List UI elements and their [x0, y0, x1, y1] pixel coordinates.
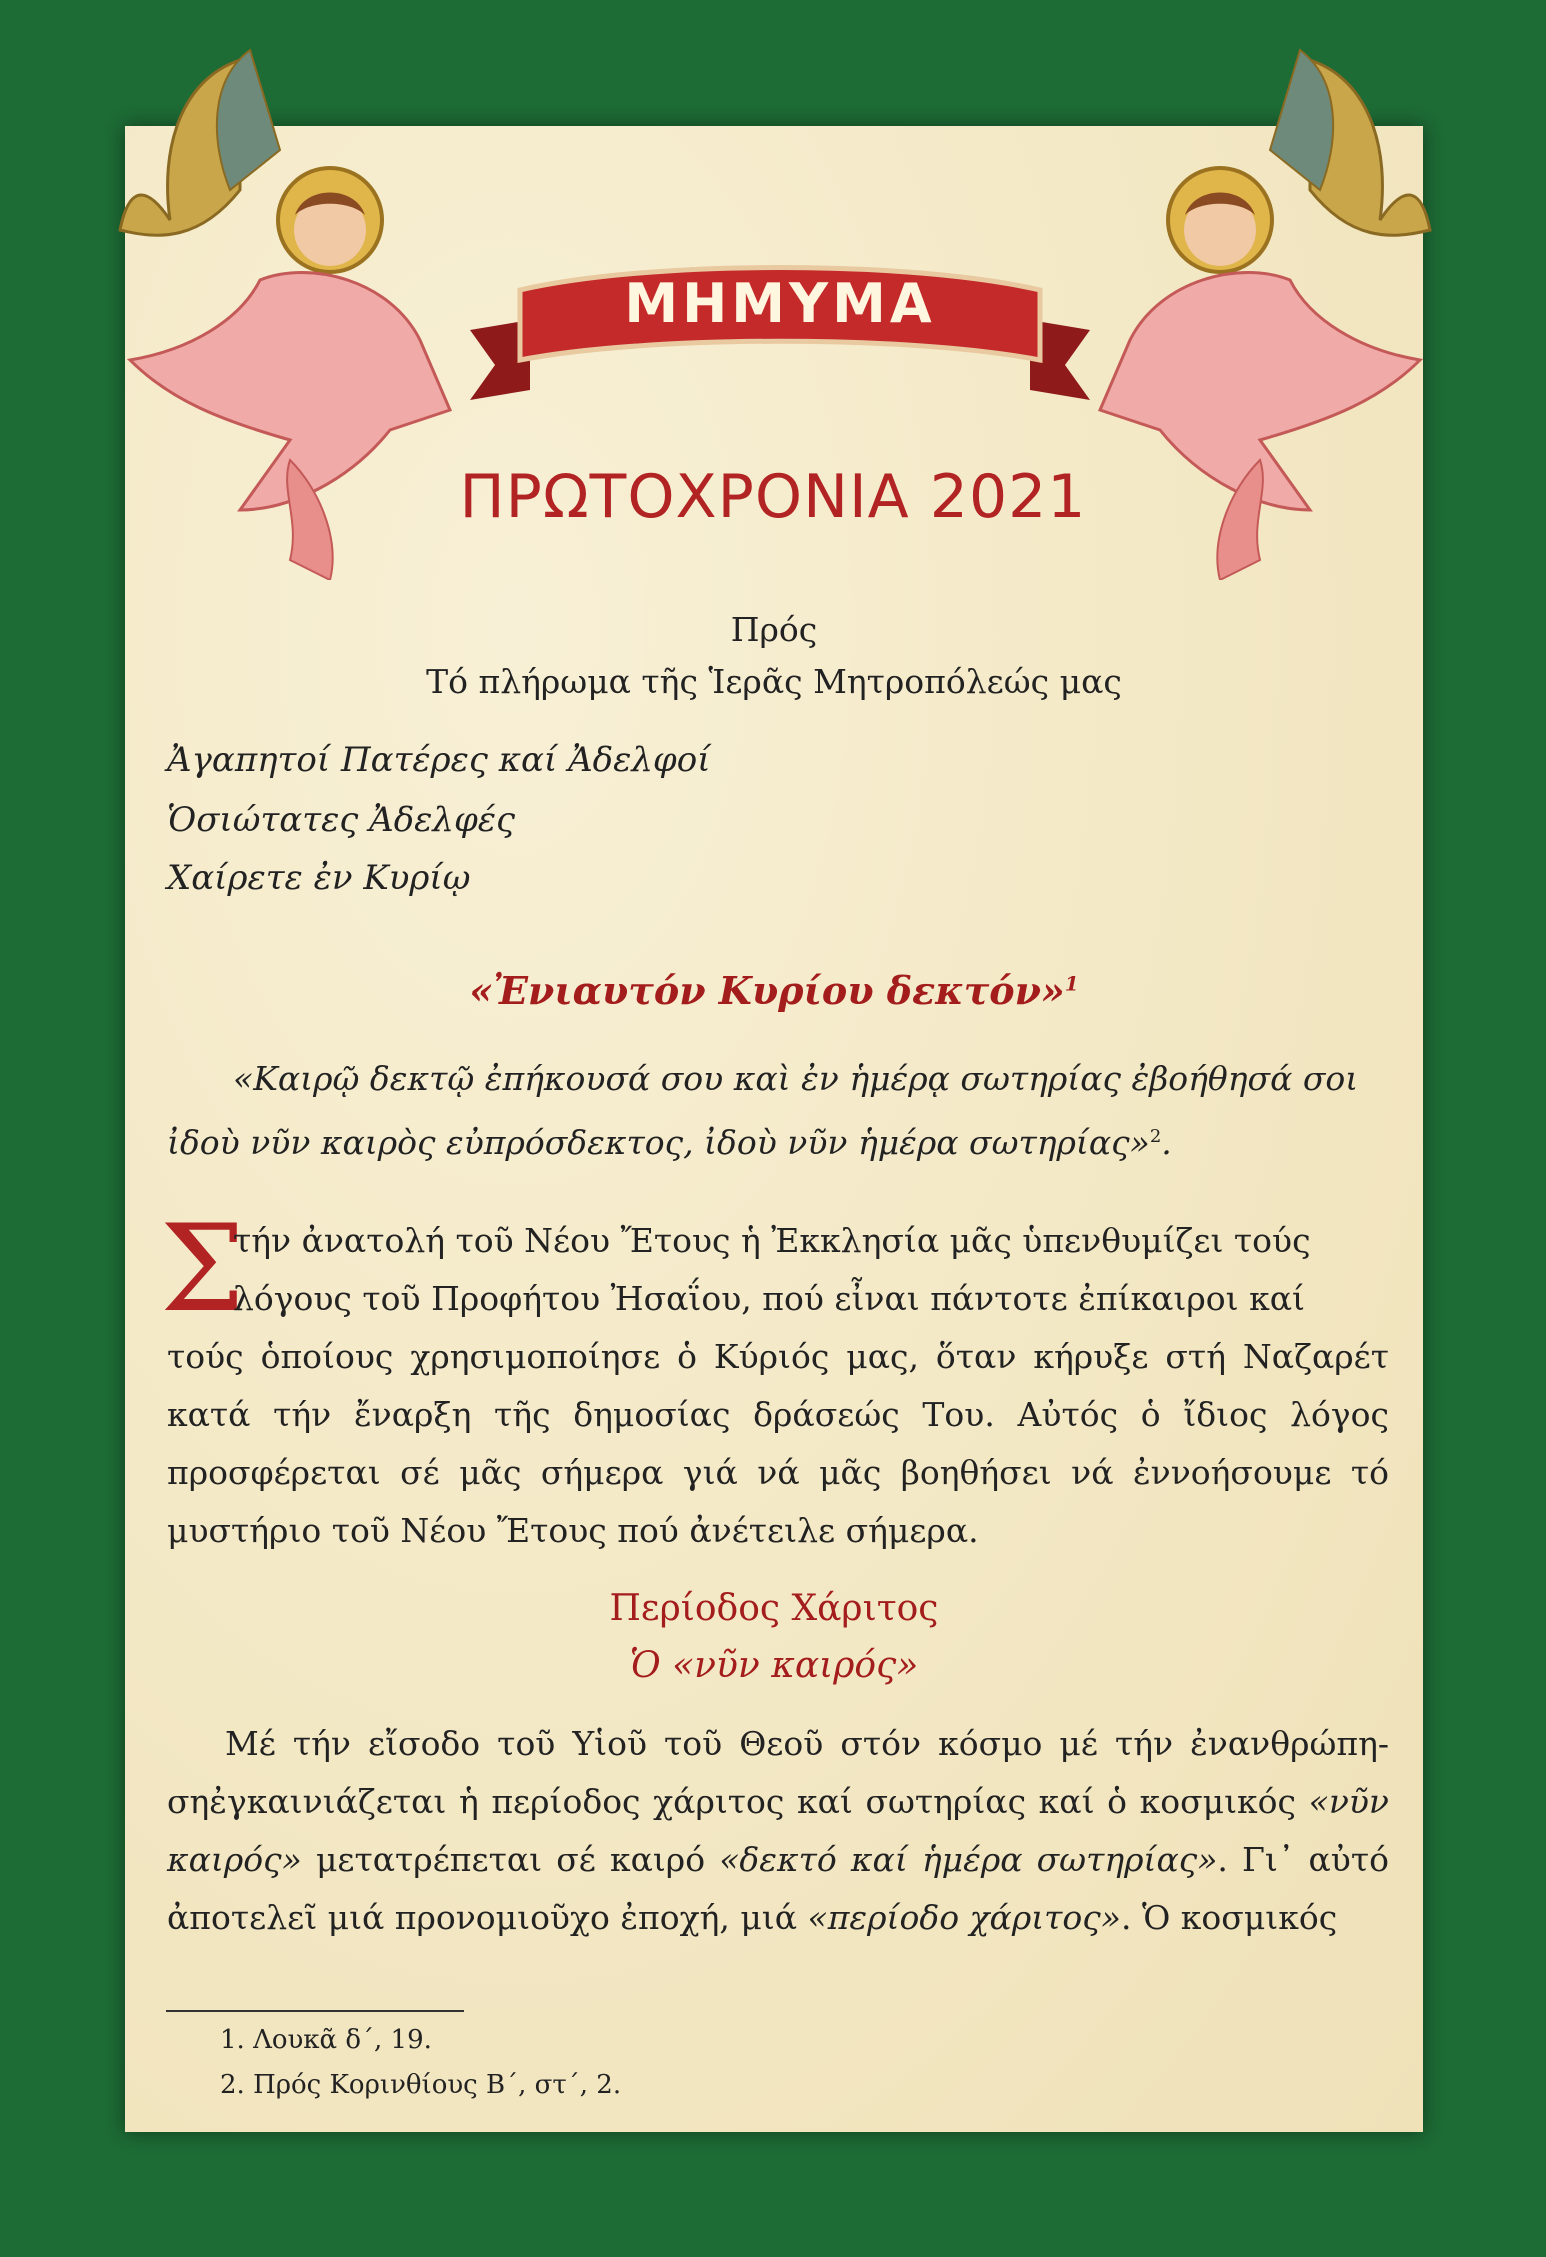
ribbon-label: ΜΗΜΥΜΑ: [624, 272, 936, 335]
greeting-line: Ἀγαπητοί Πατέρες καί Ἀδελφοί: [167, 740, 711, 780]
paragraph-2-text: Μέ τήν εἴσοδο τοῦ Υἱοῦ τοῦ Θεοῦ στόν κόσμο μέ τήν ἐνανθρώπη-σηἐγκαινιάζεται ἡ περίοδος χάριτος καί σωτηρίας καί ὁ κοσμικός: [167, 1724, 1389, 1821]
addressee-line-1: Πρός: [730, 610, 818, 649]
paragraph-1-line-2: λόγους τοῦ Προφήτου Ἠσαΐου, πού εἶναι πάντοτε ἐπίκαιροι καί: [233, 1279, 1305, 1318]
paragraph-2: [167, 1715, 1389, 1947]
section-subheading: Ὁ «νῦν καιρός»: [629, 1645, 919, 1686]
epigraph-line-2-text: ἰδοὺ νῦν καιρὸς εὐπρόσδεκτος, ἰδοὺ νῦν ἡμέρα σωτηρίας»: [167, 1123, 1150, 1162]
footnote-ref: 2: [1149, 1126, 1162, 1147]
paragraph-2-text: . Ὁ κοσμικός: [1120, 1898, 1338, 1937]
quote-heading-text: «Ἐνιαυτόν Κυρίου δεκτόν»: [469, 968, 1065, 1013]
paragraph-2-text: μετατρέπεται σέ καιρό: [301, 1840, 720, 1879]
greeting-line: Ὁσιώτατες Ἀδελφές: [167, 800, 516, 840]
footnote: 2. Πρός Κορινθίους Β΄, στ΄, 2.: [220, 2070, 622, 2100]
footnote: 1. Λουκᾶ δ΄, 19.: [220, 2025, 432, 2055]
paragraph-1-line-1: τήν ἀνατολή τοῦ Νέου Ἔτους ἡ Ἐκκλησία μᾶς ὑπενθυμίζει τούς: [233, 1221, 1311, 1260]
footnote-ref: 1: [1064, 971, 1079, 996]
epigraph-end: .: [1161, 1123, 1172, 1162]
epigraph-line-2: [167, 1108, 1389, 1172]
drop-cap: Σ: [160, 1200, 245, 1339]
paragraph-2-italic: «περίοδο χάριτος»: [807, 1898, 1121, 1937]
addressee-line-2: Τό πλήρωμα τῆς Ἱερᾶς Μητροπόλεώς μας: [426, 662, 1122, 701]
paragraph-2-text: . Γι᾽ αὐτό ἀποτελεῖ μιά προνομιοῦχο ἐποχή, μιά: [167, 1840, 1389, 1937]
ribbon-banner: [450, 240, 1110, 430]
paragraph-1: [167, 1212, 1389, 1560]
epigraph: [167, 1050, 1389, 1172]
paragraph-2-italic: «δεκτό καί ἡμέρα σωτηρίας»: [719, 1840, 1218, 1879]
section-heading: Περίοδος Χάριτος: [609, 1588, 939, 1629]
page-title: ΠΡΩΤΟΧΡΟΝΙΑ 2021: [459, 462, 1087, 532]
epigraph-line-1: «Καιρῷ δεκτῷ ἐπήκουσά σου καὶ ἐν ἡμέρᾳ σωτηρίας ἐβοήθησά σοι: [233, 1059, 1359, 1098]
paragraph-1-rest: τούς ὁποίους χρησιμοποίησε ὁ Κύριός μας, ὅταν κήρυξε στή Ναζαρέτ κατά τήν ἔναρξη τῆς δημοσίας δράσεώς Του. Αὐτός ὁ ἴδιος λόγος προσφέρεται σέ μᾶς σήμερα γιά νά μᾶς βοηθήσει νά ἐννοήσουμε τό μυστήριο τοῦ Νέου Ἔτους πού ἀνέτειλε σήμερα.: [167, 1337, 1389, 1550]
paragraph-2-italic: «νῦν καιρός»: [167, 1782, 1389, 1879]
footnote-divider: [166, 2010, 464, 2012]
quote-heading: [125, 968, 1423, 1013]
greeting-line: Χαίρετε ἐν Κυρίῳ: [167, 858, 471, 898]
